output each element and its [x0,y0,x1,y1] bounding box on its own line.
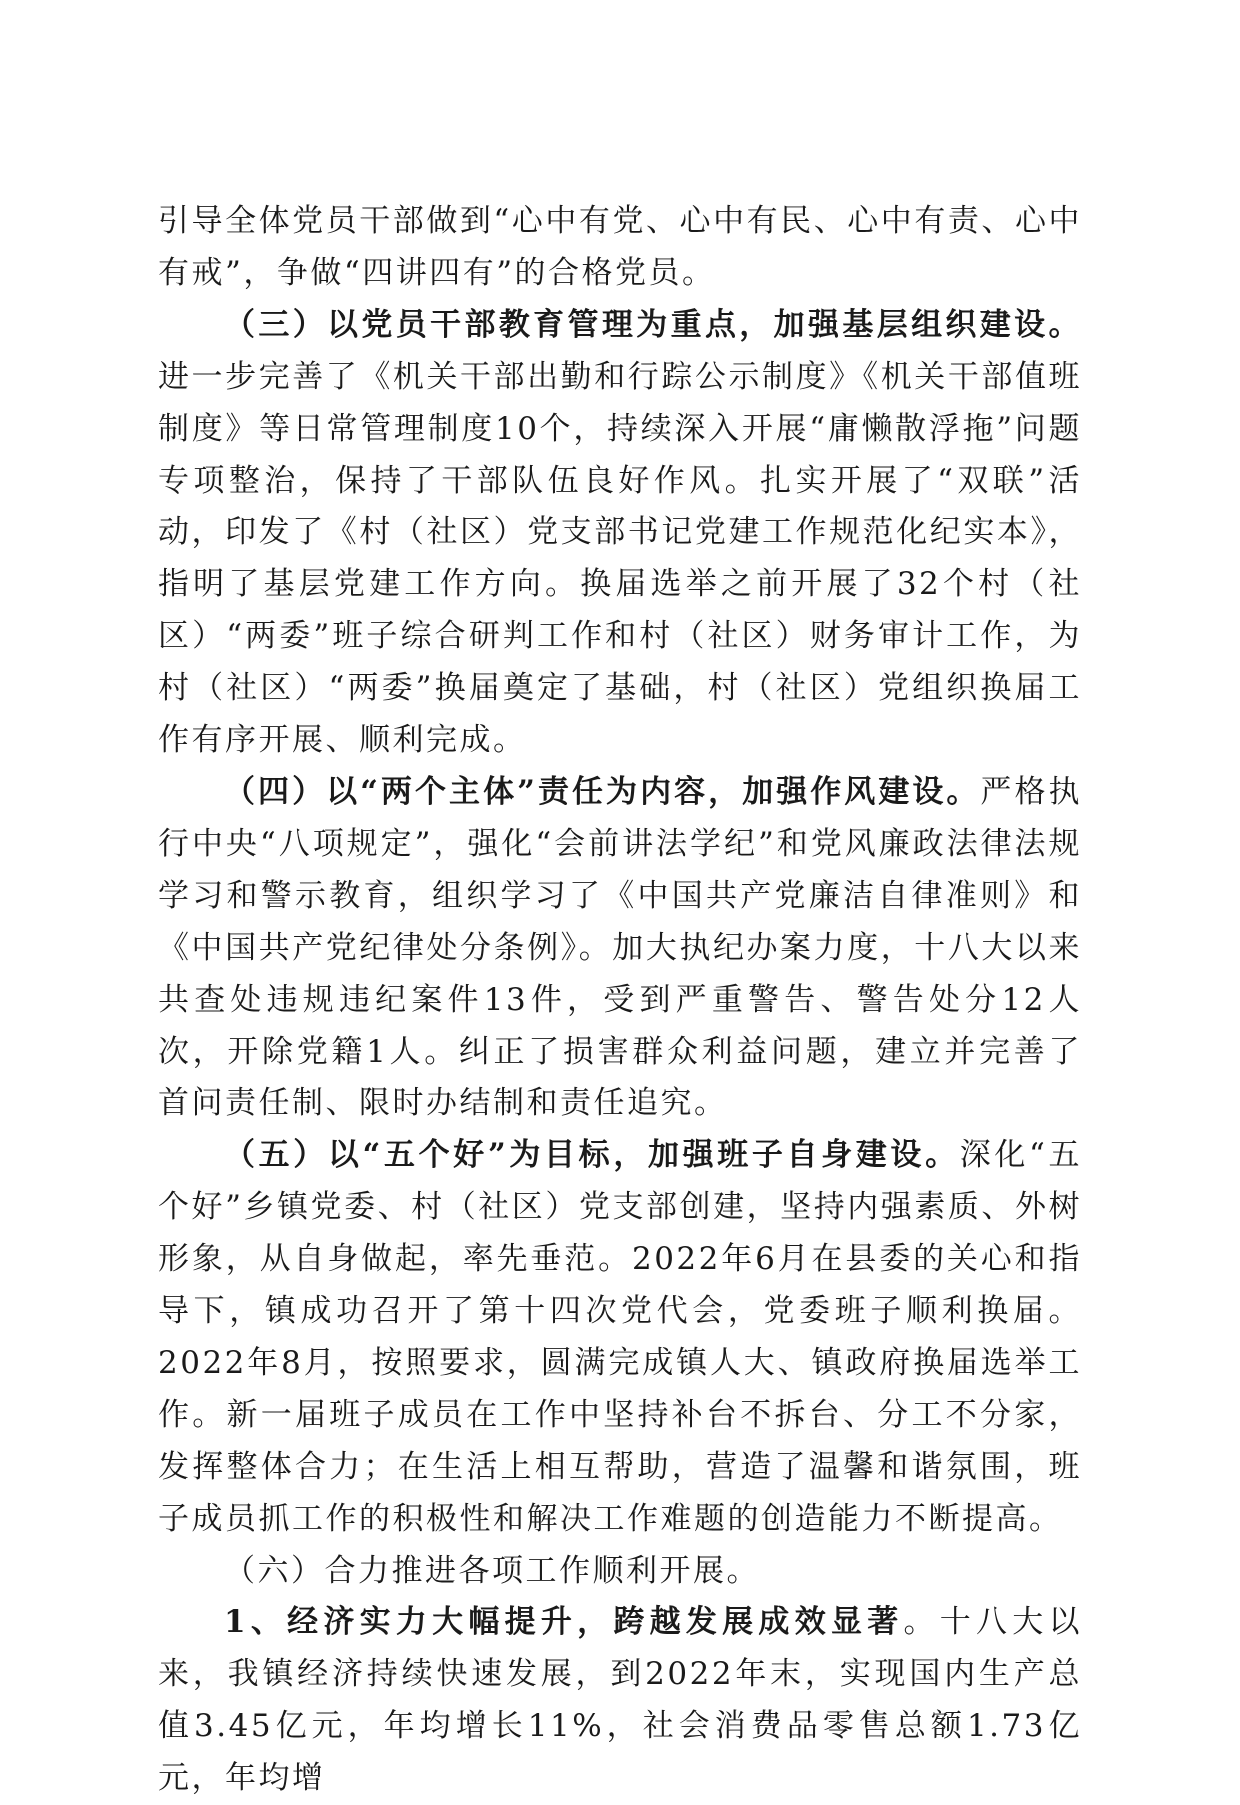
section-6-paragraph [158,1546,1082,1598]
paragraph-continuation [158,196,1082,300]
section-4-paragraph [158,767,1082,1130]
section-4-body: 严格执行中央“八项规定”，强化“会前讲法学纪”和党风廉政法律法规学习和警示教育，组织学习了《中国共产党廉洁自律准则》和《中国共产党纪律处分条例》。加大执纪办案力度，十八大以来共查处违规违纪案件13件，受到严重警告、警告处分12人次，开除党籍1人。纠正了损害群众利益问题，建立并完善了首问责任制、限时办结制和责任追究。 [158,773,1082,1122]
section-5-body: 深化“五个好”乡镇党委、村（社区）党支部创建，坚持内强素质、外树形象，从自身做起，率先垂范。2022年6月在县委的关心和指导下，镇成功召开了第十四次党代会，党委班子顺利换届。2022年8月，按照要求，圆满完成镇人大、镇政府换届选举工作。新一届班子成员在工作中坚持补台不拆台、分工不分家，发挥整体合力；在生活上相互帮助，营造了温馨和谐氛围，班子成员抓工作的积极性和解决工作难题的创造能力不断提高。 [158,1137,1082,1537]
item-1-paragraph [158,1597,1082,1805]
section-4-heading: （四）以“两个主体”责任为内容，加强作风建设。 [224,773,981,810]
item-1-body: 。十八大以来，我镇经济持续快速发展，到2022年末，实现国内生产总值3.45亿元，年均增长11%，社会消费品零售总额1.73亿元，年均增 [158,1604,1082,1797]
section-5-paragraph [158,1130,1082,1545]
section-6-heading: （六）合力推进各项工作顺利开展。 [224,1552,760,1589]
paragraph-body: 引导全体党员干部做到“心中有党、心中有民、心中有责、心中有戒”，争做“四讲四有”的合格党员。 [158,203,1082,291]
section-3-body: 进一步完善了《机关干部出勤和行踪公示制度》《机关干部值班制度》等日常管理制度10个，持续深入开展“庸懒散浮拖”问题专项整治，保持了干部队伍良好作风。扎实开展了“双联”活动，印发了《村（社区）党支部书记党建工作规范化纪实本》，指明了基层党建工作方向。换届选举之前开展了32个村（社区）“两委”班子综合研判工作和村（社区）财务审计工作，为村（社区）“两委”换届奠定了基础，村（社区）党组织换届工作有序开展、顺利完成。 [158,358,1082,759]
section-3-paragraph [158,300,1082,767]
section-3-heading: （三）以党员干部教育管理为重点，加强基层组织建设。 [224,306,1082,343]
item-1-heading: 1、经济实力大幅提升，跨越发展成效显著 [224,1604,904,1641]
document-page [158,196,1082,1805]
section-5-heading: （五）以“五个好”为目标，加强班子自身建设。 [224,1137,960,1174]
